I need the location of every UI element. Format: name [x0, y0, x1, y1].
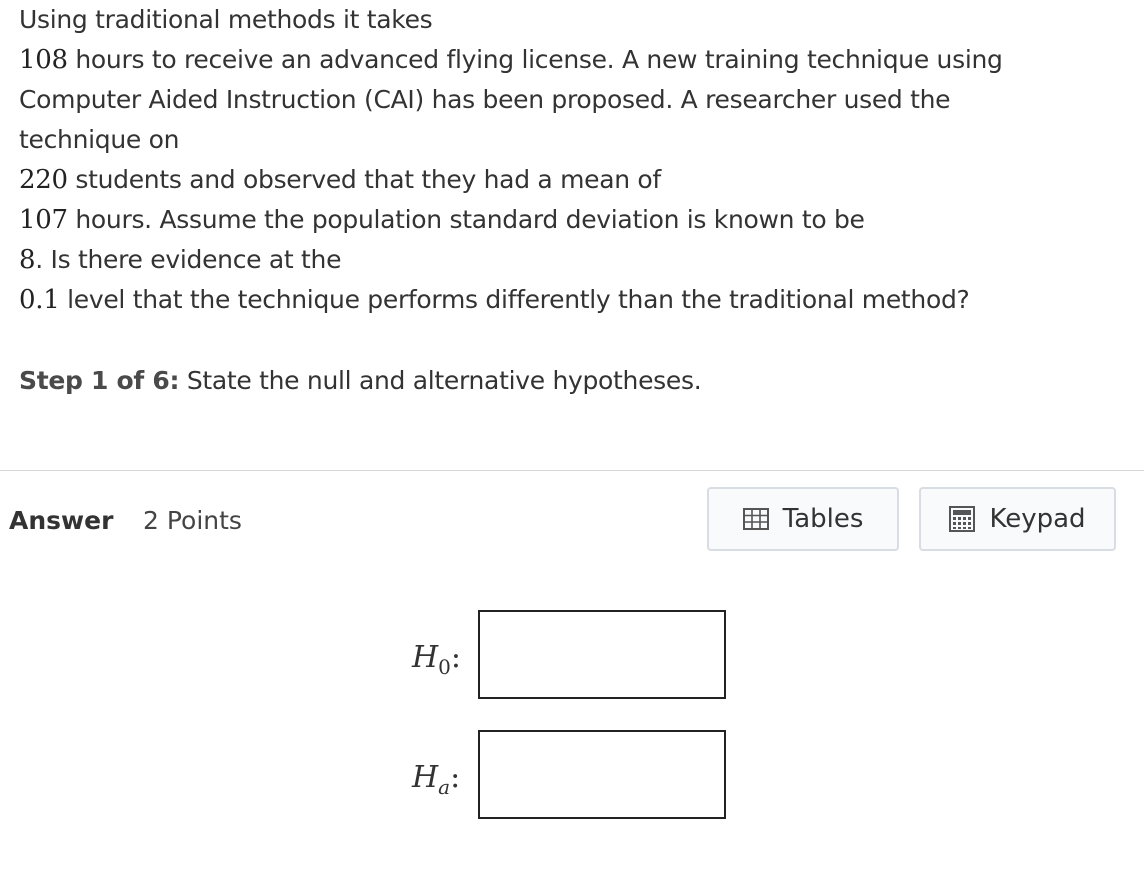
question-number: 220	[19, 165, 68, 195]
question-line	[19, 80, 950, 120]
question-line	[19, 280, 970, 320]
question-line	[19, 40, 1003, 80]
question-line	[19, 120, 179, 160]
keypad-button[interactable]	[919, 487, 1116, 551]
question-line-text: hours to receive an advanced flying license. A new training technique using	[67, 45, 1003, 74]
step-label: Step 1 of 6:	[19, 366, 180, 395]
question-line-text: technique on	[19, 125, 180, 154]
question-number: 0.1	[19, 285, 60, 315]
points-value: 2 Points	[143, 506, 242, 535]
calculator-icon	[949, 506, 975, 532]
divider	[0, 470, 1144, 471]
question-line	[19, 240, 341, 280]
question-line-text: hours. Assume the population standard deviation is known to be	[67, 205, 865, 234]
null-hypothesis-colon: :	[450, 640, 462, 675]
keypad-label: Keypad	[989, 504, 1086, 534]
question-line-text: level that the technique performs differently than the traditional method?	[59, 285, 970, 314]
question-number: 8	[19, 245, 36, 275]
null-hypothesis-subscript: 0	[438, 655, 451, 679]
answer-label: Answer	[9, 506, 114, 535]
null-hypothesis-input[interactable]	[478, 610, 726, 699]
alternative-hypothesis-symbol: H	[412, 760, 439, 795]
null-hypothesis-label	[412, 638, 461, 687]
tables-button[interactable]	[707, 487, 899, 551]
question-line-text: Computer Aided Instruction (CAI) has been proposed. A researcher used the	[19, 85, 951, 114]
question-number: 108	[19, 45, 68, 75]
question-line	[19, 0, 432, 40]
question-line-text: . Is there evidence at the	[35, 245, 342, 274]
step-instruction	[19, 361, 701, 401]
alternative-hypothesis-label	[412, 758, 460, 807]
question-line	[19, 200, 865, 240]
question-line	[19, 160, 661, 200]
step-text: State the null and alternative hypotheses.	[179, 366, 702, 395]
question-line-text: Using traditional methods it takes	[19, 5, 433, 34]
alternative-hypothesis-colon: :	[450, 760, 461, 795]
table-icon	[743, 508, 769, 530]
null-hypothesis-symbol: H	[412, 640, 439, 675]
question-number: 107	[19, 205, 68, 235]
alternative-hypothesis-subscript: a	[438, 775, 451, 799]
alternative-hypothesis-input[interactable]	[478, 730, 726, 819]
tables-label: Tables	[782, 504, 864, 534]
question-line-text: students and observed that they had a mean of	[67, 165, 661, 194]
